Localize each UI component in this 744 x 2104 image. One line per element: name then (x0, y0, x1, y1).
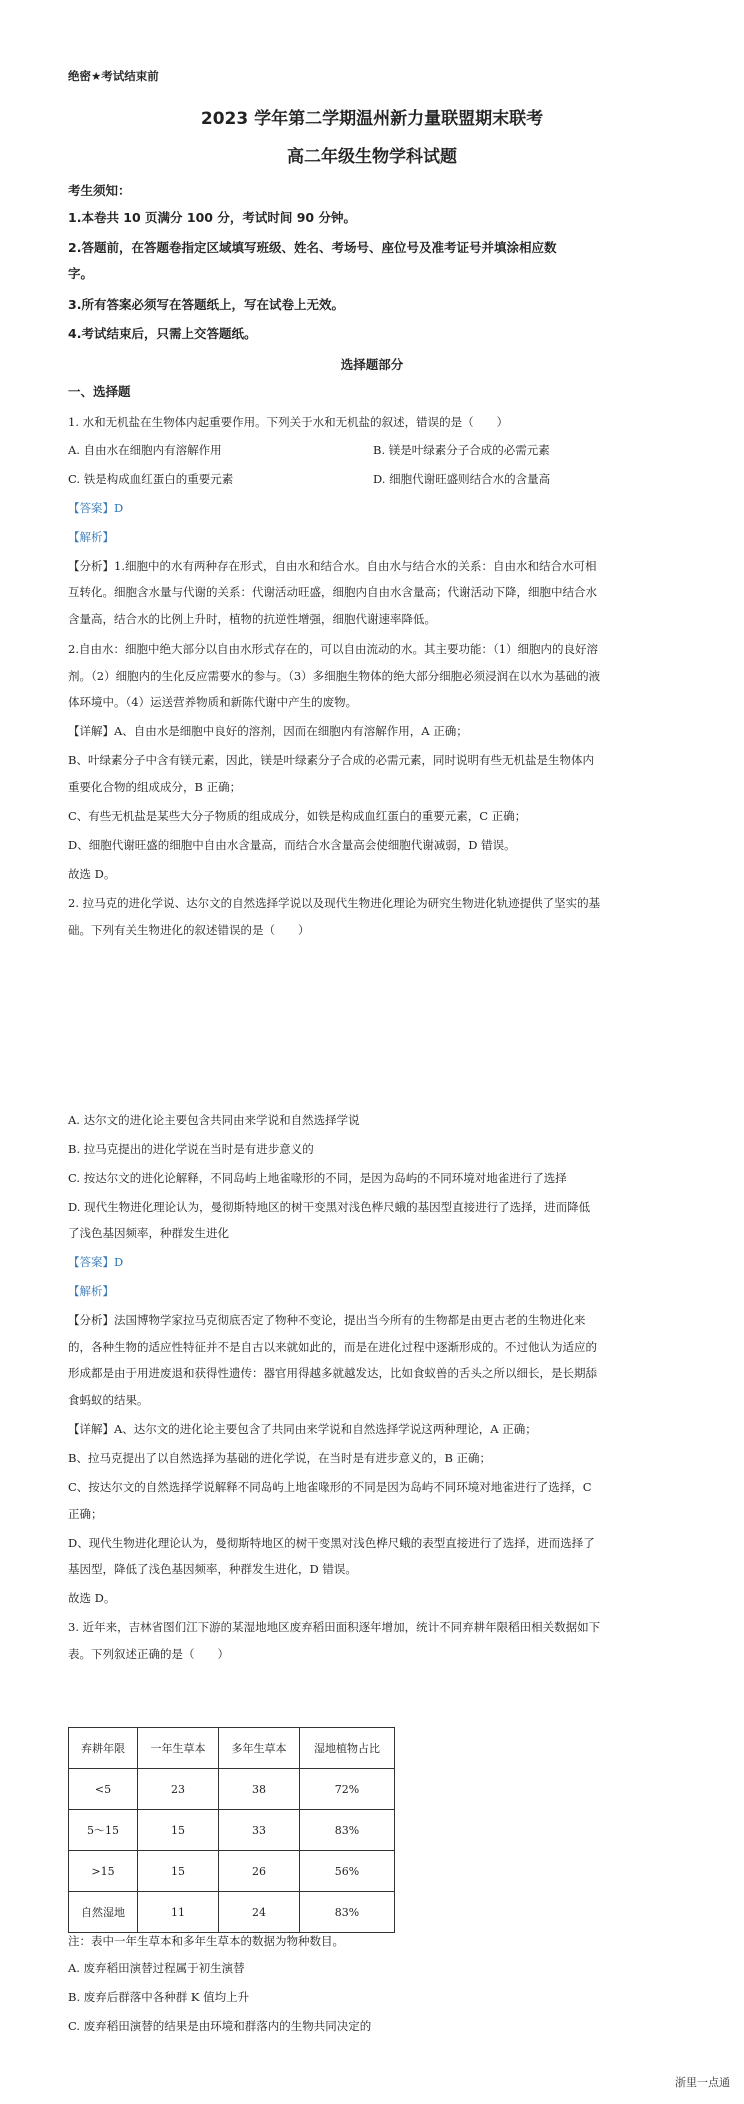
q2-explanation-line: 正确； (68, 1507, 103, 1521)
exam-title: 2023 学年第二学期温州新力量联盟期末联考 (200, 109, 544, 129)
q1-option-b: B. 镁是叶绿素分子合成的必需元素 (373, 443, 550, 457)
q2-option-b: B. 拉马克提出的进化学说在当时是有进步意义的 (68, 1142, 314, 1156)
table-cell: 24 (219, 1892, 300, 1933)
table-cell: 11 (138, 1892, 219, 1933)
table-cell: 83% (300, 1810, 395, 1851)
q2-explanation-line: 故选 D。 (68, 1591, 116, 1605)
q1-option-d: D. 细胞代谢旺盛则结合水的含量高 (373, 472, 551, 486)
q2-option-a: A. 达尔文的进化论主要包含共同由来学说和自然选择学说 (68, 1113, 360, 1127)
q1-explanation-line: 含量高，结合水的比例上升时，植物的抗逆性增强，细胞代谢速率降低。 (68, 612, 436, 626)
notice-item: 1.本卷共 10 页满分 100 分，考试时间 90 分钟。 (68, 210, 356, 225)
q1-explanation-line: 【详解】A、自由水是细胞中良好的溶剂，因而在细胞内有溶解作用，A 正确； (68, 724, 468, 738)
table-header-cell: 湿地植物占比 (300, 1728, 395, 1769)
q3-table-note: 注：表中一年生草本和多年生草本的数据为物种数目。 (68, 1934, 344, 1948)
q1-stem: 1. 水和无机盐在生物体内起重要作用。下列关于水和无机盐的叙述，错误的是（ ） (68, 415, 509, 429)
q1-explanation-line: D、细胞代谢旺盛的细胞中自由水含量高，而结合水含量高会使细胞代谢减弱，D 错误。 (68, 838, 516, 852)
q2-explanation-line: D、现代生物进化理论认为，曼彻斯特地区的树干变黑对浅色桦尺蛾的表型直接进行了选择，进而选择了 (68, 1536, 595, 1550)
notice-heading: 考生须知： (68, 183, 131, 198)
q1-explanation-line: 【分析】1.细胞中的水有两种存在形式，自由水和结合水。自由水与结合水的关系：自由水和结合水可相 (68, 559, 597, 573)
q1-explanation-line: C、有些无机盐是某些大分子物质的组成成分，如铁是构成血红蛋白的重要元素，C 正确； (68, 809, 527, 823)
table-cell: 26 (219, 1851, 300, 1892)
table-cell: 15 (138, 1851, 219, 1892)
table-cell: <5 (69, 1769, 138, 1810)
table-cell: 72% (300, 1769, 395, 1810)
secret-label: 绝密★考试结束前 (68, 69, 159, 83)
table-cell: 56% (300, 1851, 395, 1892)
table-row (69, 1769, 395, 1810)
q1-explanation-line: 故选 D。 (68, 867, 116, 881)
table-header-cell: 一年生草本 (138, 1728, 219, 1769)
part-heading: 选择题部分 (340, 357, 404, 372)
q1-explanation-line: 剂。（2）细胞内的生化反应需要水的参与。（3）多细胞生物体的绝大部分细胞必须浸润在以水为基础的液 (68, 669, 601, 683)
section-heading: 一、选择题 (68, 384, 131, 399)
q1-answer: 【答案】D (68, 501, 124, 515)
table-row (69, 1892, 395, 1933)
q2-option-d: 了浅色基因频率，种群发生进化 (68, 1226, 229, 1240)
q1-explanation-line: 重要化合物的组成成分，B 正确； (68, 780, 242, 794)
q2-explanation-line: B、拉马克提出了以自然选择为基础的进化学说，在当时是有进步意义的，B 正确； (68, 1451, 492, 1465)
table-row (69, 1851, 395, 1892)
q2-answer: 【答案】D (68, 1255, 124, 1269)
exam-subtitle: 高二年级生物学科试题 (287, 147, 457, 167)
q1-analysis-label: 【解析】 (68, 530, 114, 544)
notice-item: 4.考试结束后，只需上交答题纸。 (68, 326, 257, 341)
q2-stem: 础。下列有关生物进化的叙述错误的是（ ） (68, 923, 310, 937)
q1-explanation-line: 2.自由水：细胞中绝大部分以自由水形式存在的，可以自由流动的水。其主要功能：（1）细胞内的良好溶 (68, 642, 599, 656)
table-header-row (69, 1728, 395, 1769)
table-cell: 38 (219, 1769, 300, 1810)
q2-stem: 2. 拉马克的进化学说、达尔文的自然选择学说以及现代生物进化理论为研究生物进化轨迹提供了坚实的基 (68, 896, 601, 910)
q2-explanation-line: 形成都是由于用进废退和获得性遗传：器官用得越多就越发达，比如食蚁兽的舌头之所以细长，是长期舔 (68, 1366, 597, 1380)
q1-explanation-line: 体环境中。（4）运送营养物质和新陈代谢中产生的废物。 (68, 695, 358, 709)
q2-explanation-line: 【分析】法国博物学家拉马克彻底否定了物种不变论，提出当今所有的生物都是由更古老的生物进化来 (68, 1313, 586, 1327)
q3-stem: 3. 近年来，吉林省图们江下游的某湿地地区废弃稻田面积逐年增加，统计不同弃耕年限稻田相关数据如下 (68, 1620, 601, 1634)
table-cell: 23 (138, 1769, 219, 1810)
notice-item: 字。 (68, 266, 94, 281)
q1-option-c: C. 铁是构成血红蛋白的重要元素 (68, 472, 234, 486)
notice-item: 3.所有答案必须写在答题纸上，写在试卷上无效。 (68, 297, 344, 312)
table-cell: 33 (219, 1810, 300, 1851)
notice-item: 2.答题前，在答题卷指定区域填写班级、姓名、考场号、座位号及准考证号并填涂相应数 (68, 240, 557, 255)
table-header-cell: 多年生草本 (219, 1728, 300, 1769)
q3-option-a: A. 废弃稻田演替过程属于初生演替 (68, 1961, 245, 1975)
watermark-label: 浙里一点通 (675, 2076, 730, 2089)
q1-explanation-line: B、叶绿素分子中含有镁元素，因此，镁是叶绿素分子合成的必需元素，同时说明有些无机盐是生物体内 (68, 753, 594, 767)
q3-option-b: B. 废弃后群落中各种群 K 值均上升 (68, 1990, 250, 2004)
table-header-cell: 弃耕年限 (69, 1728, 138, 1769)
q2-option-c: C. 按达尔文的进化论解释，不同岛屿上地雀喙形的不同，是因为岛屿的不同环境对地雀进行了选择 (68, 1171, 567, 1185)
q1-option-a: A. 自由水在细胞内有溶解作用 (68, 443, 222, 457)
q2-explanation-line: 食蚂蚁的结果。 (68, 1393, 149, 1407)
table-cell: 自然湿地 (69, 1892, 138, 1933)
table-cell: 15 (138, 1810, 219, 1851)
table-cell: 83% (300, 1892, 395, 1933)
table-row (69, 1810, 395, 1851)
q3-data-table (68, 1727, 395, 1933)
table-cell: >15 (69, 1851, 138, 1892)
table-cell: 5～15 (69, 1810, 138, 1851)
q3-stem: 表。下列叙述正确的是（ ） (68, 1647, 229, 1661)
q3-option-c: C. 废弃稻田演替的结果是由环境和群落内的生物共同决定的 (68, 2019, 372, 2033)
q2-option-d: D. 现代生物进化理论认为，曼彻斯特地区的树干变黑对浅色桦尺蛾的基因型直接进行了选择，进而降低 (68, 1200, 591, 1214)
q2-explanation-line: 基因型，降低了浅色基因频率，种群发生进化，D 错误。 (68, 1562, 357, 1576)
q2-explanation-line: C、按达尔文的自然选择学说解释不同岛屿上地雀喙形的不同是因为岛屿不同环境对地雀进行了选择，C (68, 1480, 592, 1494)
q2-explanation-line: 的，各种生物的适应性特征并不是自古以来就如此的，而是在进化过程中逐渐形成的。不过他认为适应的 (68, 1340, 597, 1354)
q2-explanation-line: 【详解】A、达尔文的进化论主要包含了共同由来学说和自然选择学说这两种理论，A 正确； (68, 1422, 537, 1436)
q2-analysis-label: 【解析】 (68, 1284, 114, 1298)
q1-explanation-line: 互转化。细胞含水量与代谢的关系：代谢活动旺盛，细胞内自由水含量高；代谢活动下降，细胞中结合水 (68, 585, 597, 599)
